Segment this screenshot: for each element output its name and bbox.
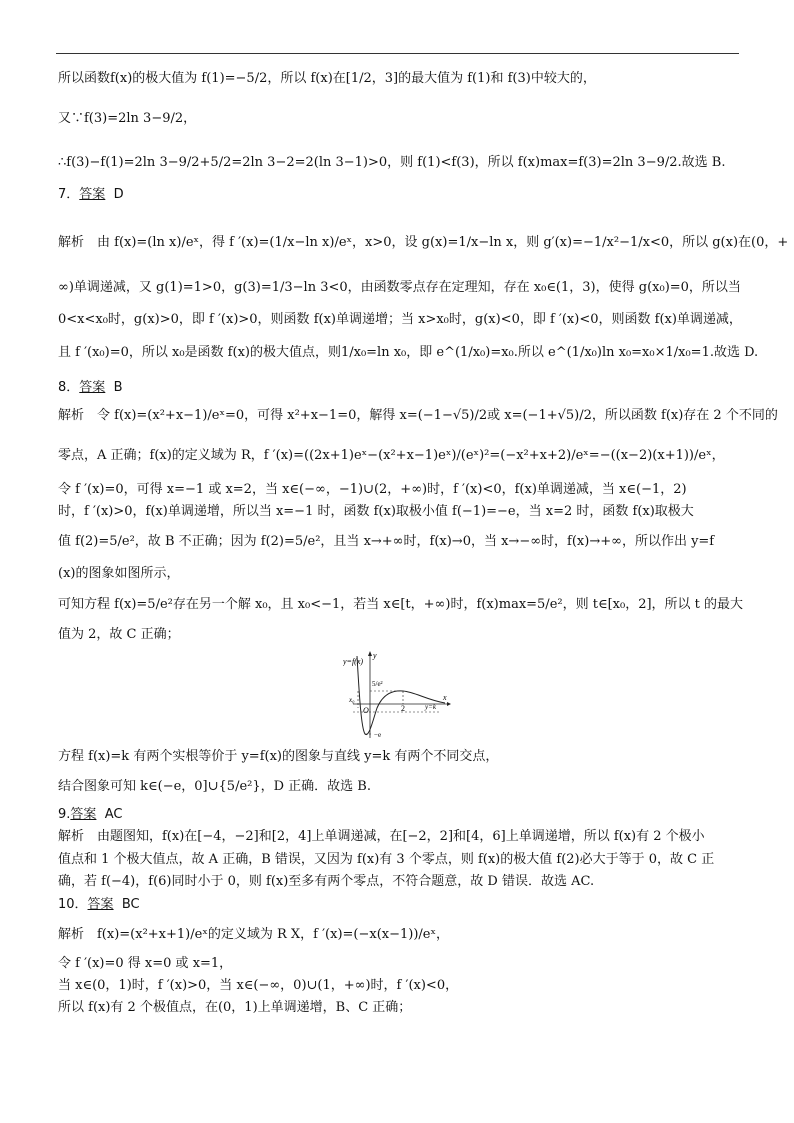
text-line: 可知方程 f(x)=5/e²存在另一个解 x₀，且 x₀<−1，若当 x∈[t，+∞)时，f(x)max=5/e²，则 t∈[x₀，2]，所以 t 的最大	[58, 597, 744, 612]
label-y: y	[373, 651, 377, 660]
text-line: 当 x∈(0，1)时，f ′(x)>0，当 x∈(−∞，0)∪(1，+∞)时，f ′(x)<0，	[58, 978, 459, 993]
question-number: 8．	[58, 380, 80, 395]
text-line: 令 f ′(x)=0，可得 x=−1 或 x=2，当 x∈(−∞，−1)∪(2，+∞)时，f ′(x)<0，f(x)单调递减，当 x∈(−1，2)	[58, 482, 687, 497]
question-number: 9.	[58, 807, 71, 822]
answer-heading	[58, 807, 122, 822]
text-line: 确，若 f(−4)，f(6)同时小于 0，则 f(x)至多有两个零点，不符合题意，故 D 错误．故选 AC.	[58, 874, 595, 889]
label-y-eq-fx: y=f(x)	[343, 657, 364, 666]
text-line: 结合图象可知 k∈(−e，0]∪{5/e²}，D 正确．故选 B.	[58, 779, 371, 794]
label-neg-e: −e	[374, 731, 382, 739]
text-line: (x)的图象如图所示，	[58, 566, 180, 581]
answer-label: 答案	[79, 187, 106, 202]
text-line: 所以 f(x)有 2 个极值点，在(0，1)上单调递增，B、C 正确；	[58, 1000, 412, 1015]
label-x0: x₀	[349, 696, 355, 704]
text-line: 解析 由题图知，f(x)在[−4，−2]和[2，4]上单调递减，在[−2，2]和[4，6]上单调递增，所以 f(x)有 2 个极小	[58, 829, 705, 844]
text-line: 值 f(2)=5/e²，故 B 不正确；因为 f(2)=5/e²，且当 x→+∞时，f(x)→0，当 x→−∞时，f(x)→+∞，所以作出 y=f	[58, 534, 715, 549]
text-line: 时，f ′(x)>0，f(x)单调递增，所以当 x=−1 时，函数 f(x)取极小值 f(−1)=−e，当 x=2 时，函数 f(x)取极大	[58, 504, 694, 519]
label-O: O	[363, 706, 369, 715]
answer-label: 答案	[87, 897, 114, 912]
text-line: 解析 f(x)=(x²+x+1)/eˣ的定义域为 R X，f ′(x)=(−x(x−1))/eˣ，	[58, 927, 449, 942]
answer-heading	[58, 380, 122, 395]
text-line: 所以函数f(x)的极大值为 f(1)=−5/2，所以 f(x)在[1/2，3]的最大值为 f(1)和 f(3)中较大的，	[58, 71, 596, 86]
text-line: ∞)单调递减，又 g(1)=1>0，g(3)=1/3−ln 3<0，由函数零点存在定理知，存在 x₀∈(1，3)，使得 g(x₀)=0，所以当	[58, 280, 741, 295]
label-y-eq-k: y=k	[425, 703, 436, 711]
function-graph	[343, 650, 451, 740]
answer-value: BC	[121, 897, 140, 912]
label-5-e2: 5/e²	[372, 680, 383, 688]
answer-label: 答案	[79, 380, 106, 395]
answer-value: AC	[104, 807, 123, 822]
x-axis-arrow	[447, 702, 451, 706]
text-line: 值为 2，故 C 正确；	[58, 627, 180, 642]
text-line: 解析 由 f(x)=(ln x)/eˣ，得 f ′(x)=(1/x−ln x)/eˣ，x>0，设 g(x)=1/x−ln x，则 g′(x)=−1/x²−1/x<0，所以 g(x)在(0，+	[58, 235, 789, 250]
text-line: 0<x<x₀时，g(x)>0，即 f ′(x)>0，则函数 f(x)单调递增；当 x>x₀时，g(x)<0，即 f ′(x)<0，则函数 f(x)单调递减，	[58, 312, 742, 327]
text-line: 解析 令 f(x)=(x²+x−1)/eˣ=0，可得 x²+x−1=0，解得 x=(−1−√5)/2或 x=(−1+√5)/2，所以函数 f(x)存在 2 个不同的	[58, 408, 778, 423]
text-line: 且 f ′(x₀)=0，所以 x₀是函数 f(x)的极大值点，则1/x₀=ln x₀，即 e^(1/x₀)=x₀.所以 e^(1/x₀)ln x₀=x₀×1/x₀=1.故选 D.	[58, 345, 759, 360]
text-line: 令 f ′(x)=0 得 x=0 或 x=1，	[58, 956, 233, 971]
label-x: x	[443, 693, 447, 702]
text-line: 方程 f(x)=k 有两个实根等价于 y=f(x)的图象与直线 y=k 有两个不同交点，	[58, 749, 499, 764]
answer-heading	[58, 187, 124, 202]
question-number: 7．	[58, 187, 80, 202]
label-2: 2	[401, 704, 405, 713]
text-line: 零点，A 正确；f(x)的定义域为 R，f ′(x)=((2x+1)eˣ−(x²+x−1)eˣ)/(eˣ)²=(−x²+x+2)/eˣ=−((x−2)(x+1))/eˣ，	[58, 448, 725, 463]
answer-heading	[58, 897, 140, 912]
question-number: 10．	[58, 897, 88, 912]
answer-value: B	[113, 380, 123, 395]
answer-value: D	[113, 187, 124, 202]
answer-label: 答案	[70, 807, 97, 822]
text-line: ∴f(3)−f(1)=2ln 3−9/2+5/2=2ln 3−2=2(ln 3−1)>0，则 f(1)<f(3)，所以 f(x)max=f(3)=2ln 3−9/2.故选 B.	[58, 155, 726, 170]
y-axis-arrow	[368, 651, 372, 656]
text-line: 值点和 1 个极大值点，故 A 正确，B 错误，又因为 f(x)有 3 个零点，则 f(x)的极大值 f(2)必大于等于 0，故 C 正	[58, 852, 715, 867]
text-line: 又∵f(3)=2ln 3−9/2，	[58, 111, 197, 126]
header-rule	[56, 53, 739, 54]
